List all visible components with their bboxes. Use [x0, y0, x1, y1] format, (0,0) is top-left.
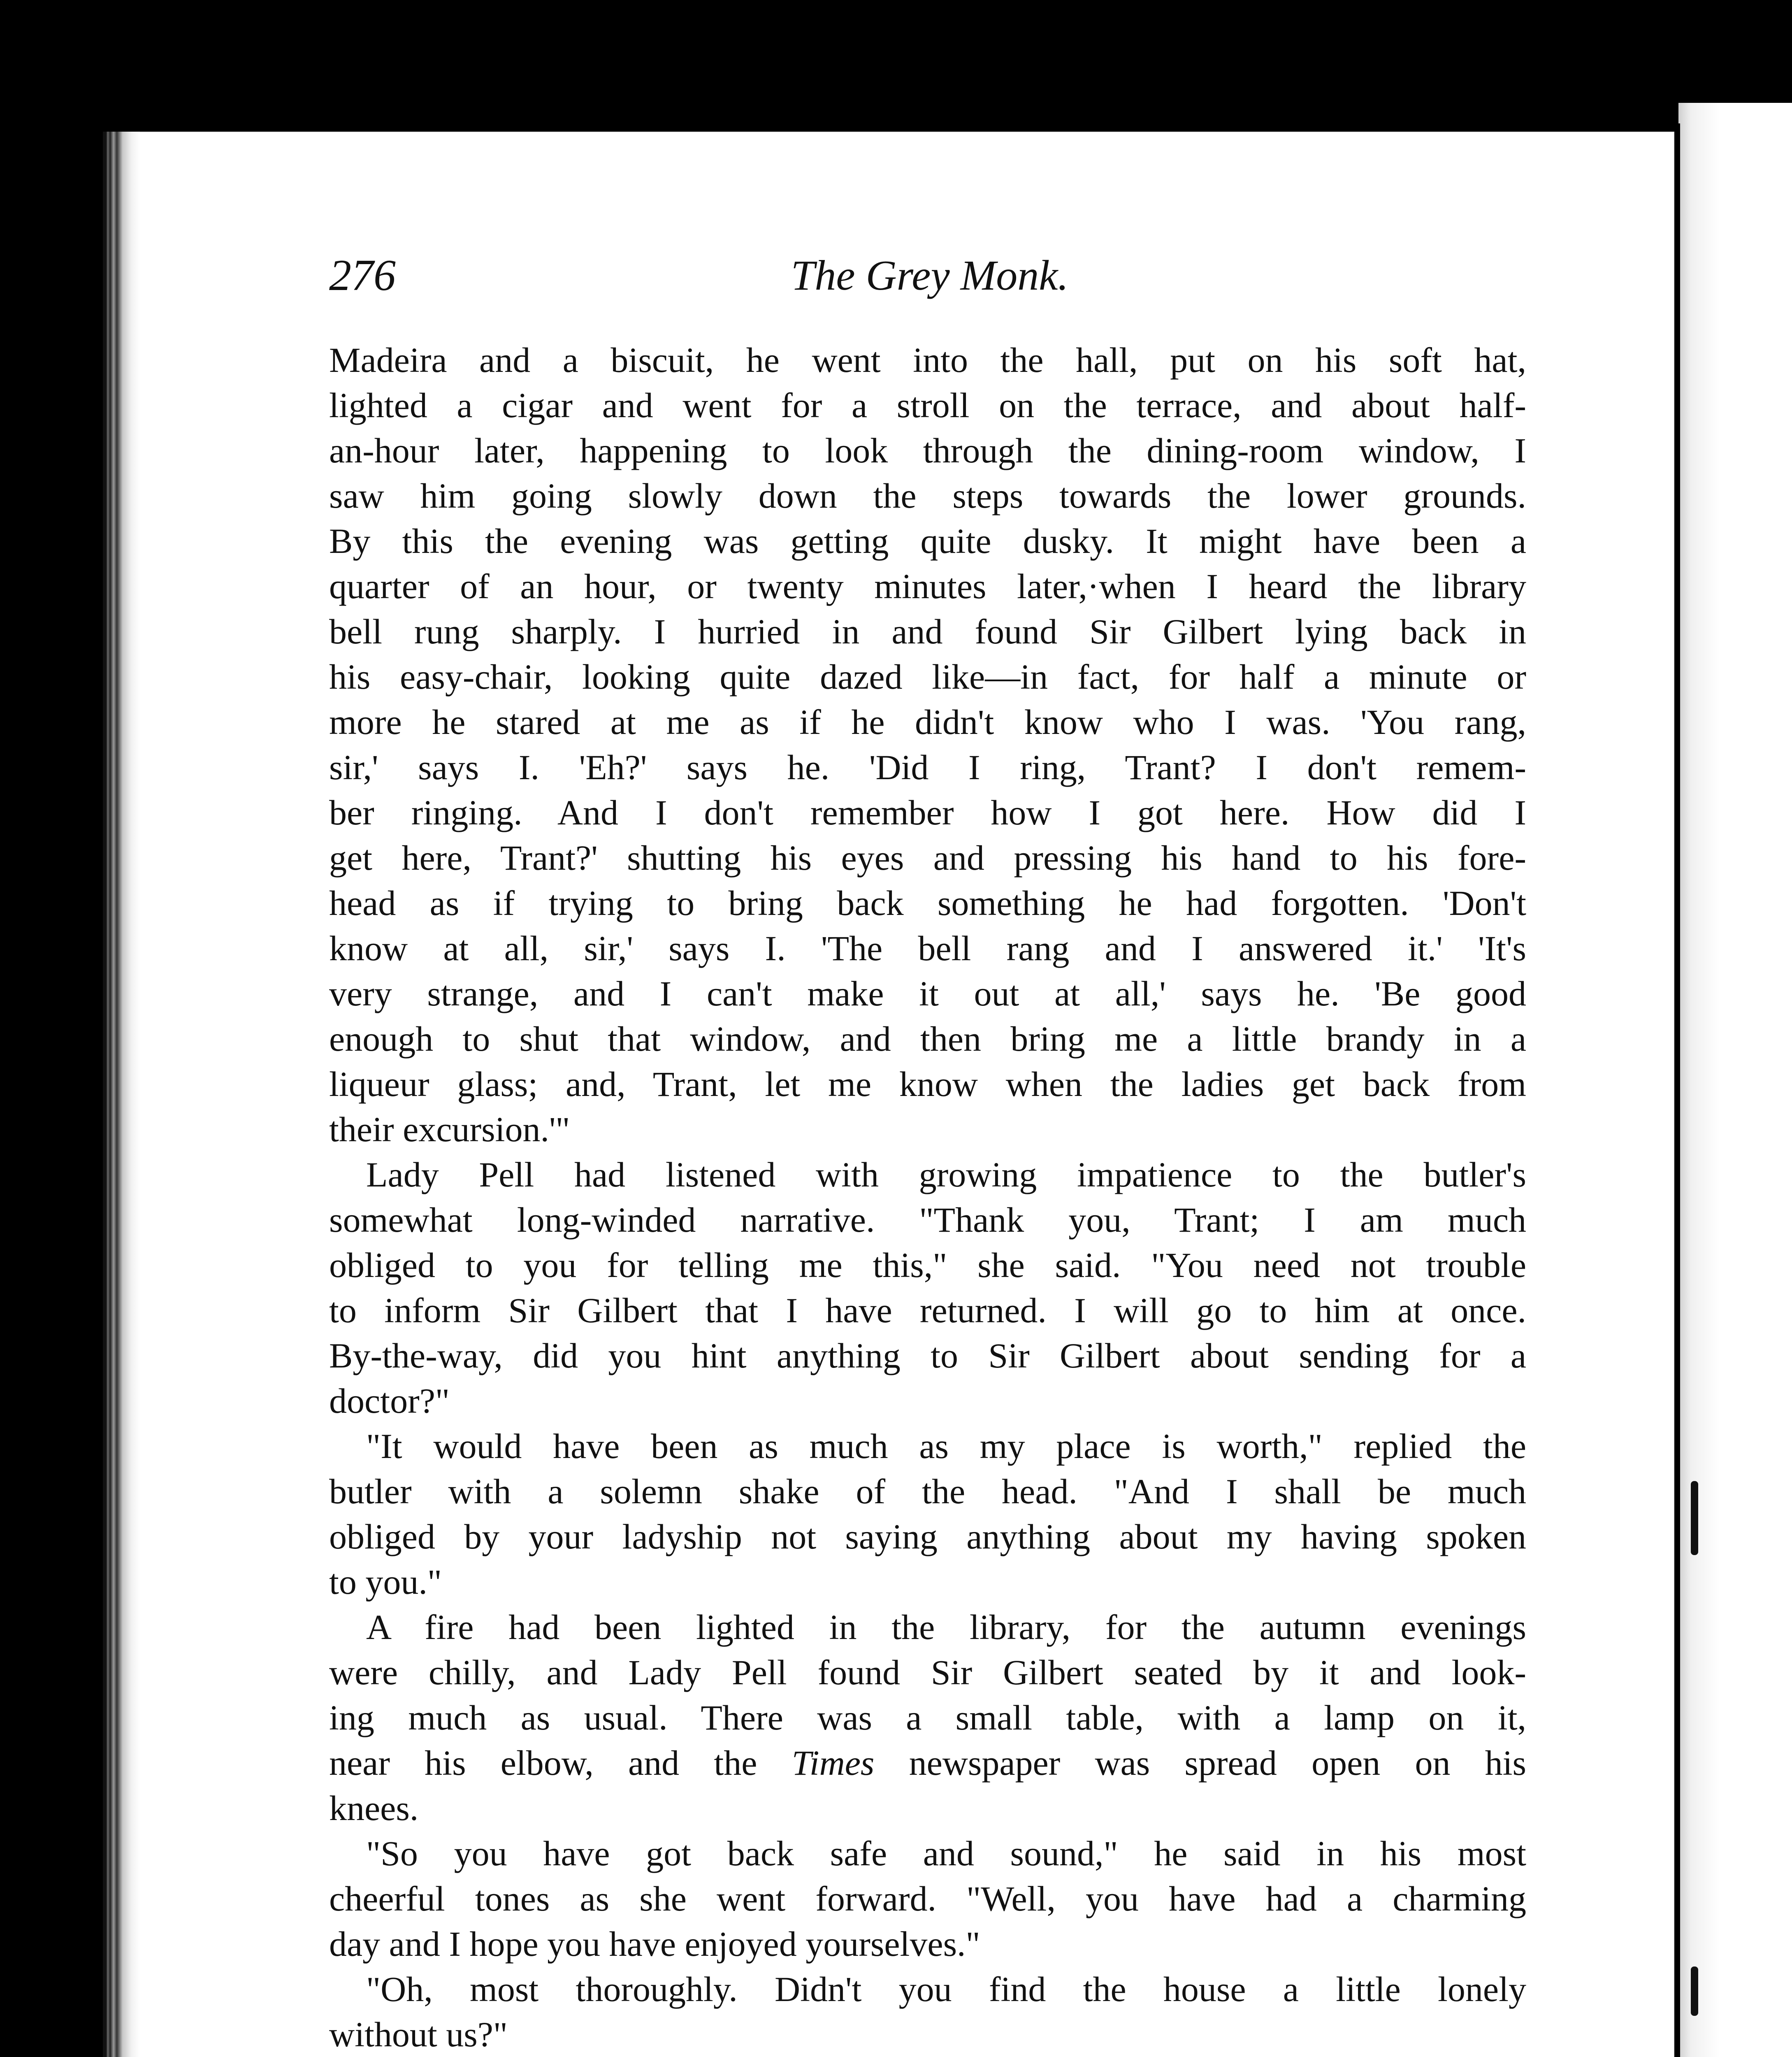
text-line: By-the-way, did you hint anything to Sir Gilbert about sending for a: [329, 1336, 1526, 1375]
text-line: butler with a solemn shake of the head. "And I shall be much: [329, 1472, 1526, 1511]
text-line: were chilly, and Lady Pell found Sir Gilbert seated by it and look-: [329, 1653, 1526, 1692]
facing-page-edge: [1678, 103, 1792, 2057]
page-gutter-shadow: [1674, 123, 1680, 2057]
text-line: knees.: [329, 1788, 419, 1828]
text-line: head as if trying to bring back something he had forgotten. 'Don't: [329, 883, 1526, 923]
text-line: "So you have got back safe and sound," he said in his most: [366, 1834, 1526, 1873]
book-title: The Grey Monk.: [791, 252, 1069, 299]
text-line: A fire had been lighted in the library, for the autumn evenings: [366, 1607, 1526, 1647]
text-line: his easy-chair, looking quite dazed like—in fact, for half a minute or: [329, 657, 1526, 697]
newspaper-title: Times: [792, 1743, 875, 1783]
text-line: Madeira and a biscuit, he went into the hall, put on his soft hat,: [329, 340, 1526, 380]
text-line: to you.": [329, 1562, 442, 1602]
text-line: lighted a cigar and went for a stroll on the terrace, and about half-: [329, 385, 1526, 425]
text-line: an-hour later, happening to look through the dining-room window, I: [329, 431, 1526, 470]
text-line: "Oh, most thoroughly. Didn't you find the house a little lonely: [366, 1969, 1526, 2009]
text-line: ber ringing. And I don't remember how I got here. How did I: [329, 793, 1526, 832]
text-line: more he stared at me as if he didn't know who I was. 'You rang,: [329, 702, 1526, 742]
page-number: 276: [329, 251, 396, 300]
text-line: quarter of an hour, or twenty minutes later,·when I heard the library: [329, 566, 1526, 606]
running-head: [329, 247, 1530, 304]
spine-mark: [1691, 1966, 1698, 2016]
text-line: their excursion.'": [329, 1110, 570, 1149]
text-line: obliged by your ladyship not saying anything about my having spoken: [329, 1517, 1526, 1556]
text-line: Lady Pell had listened with growing impatience to the butler's: [366, 1155, 1526, 1194]
text-line: saw him going slowly down the steps towards the lower grounds.: [329, 476, 1526, 515]
text-line: bell rung sharply. I hurried in and found Sir Gilbert lying back in: [329, 612, 1526, 651]
text-line: By this the evening was getting quite dusky. It might have been a: [329, 521, 1526, 561]
text-line: know at all, sir,' says I. 'The bell rang and I answered it.' 'It's: [329, 929, 1526, 968]
text-line: near his elbow, and the Times newspaper was spread open on his: [329, 1743, 1526, 1783]
text-line: doctor?": [329, 1381, 450, 1421]
spine-mark: [1691, 1481, 1698, 1555]
text-line: to inform Sir Gilbert that I have returned. I will go to him at once.: [329, 1291, 1526, 1330]
page-binding: [103, 132, 140, 2057]
text-line: somewhat long-winded narrative. "Thank you, Trant; I am much: [329, 1200, 1526, 1240]
text-line: without us?": [329, 2015, 508, 2054]
text-line: liqueur glass; and, Trant, let me know when the ladies get back from: [329, 1064, 1526, 1104]
text-line: day and I hope you have enjoyed yourselves.": [329, 1924, 980, 1964]
text-line: sir,' says I. 'Eh?' says he. 'Did I ring, Trant? I don't remem-: [329, 748, 1526, 787]
text-line: "It would have been as much as my place is worth," replied the: [366, 1426, 1526, 1466]
text-line: obliged to you for telling me this," she said. "You need not trouble: [329, 1245, 1526, 1285]
text-line: get here, Trant?' shutting his eyes and pressing his hand to his fore-: [329, 838, 1526, 878]
text-line: enough to shut that window, and then bring me a little brandy in a: [329, 1019, 1526, 1059]
text-line: ing much as usual. There was a small table, with a lamp on it,: [329, 1698, 1526, 1737]
text-line: very strange, and I can't make it out at all,' says he. 'Be good: [329, 974, 1526, 1013]
body-text: [329, 337, 1526, 2057]
text-line: cheerful tones as she went forward. "Well, you have had a charming: [329, 1879, 1526, 1918]
